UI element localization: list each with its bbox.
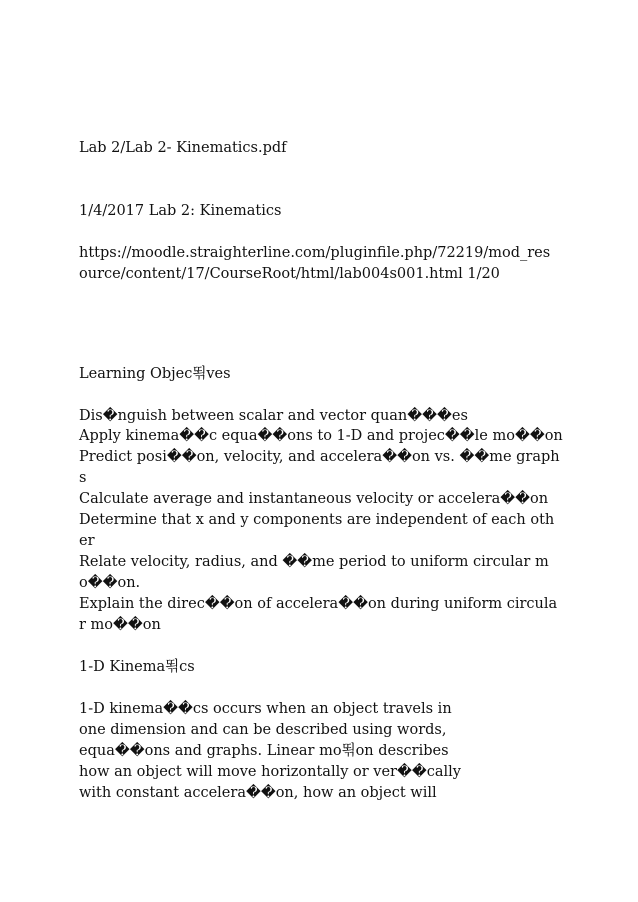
objective-line: Determine that x and y components are independent of each oth <box>79 512 555 528</box>
objective-line: Calculate average and instantaneous velocity or accelera��on <box>79 491 549 507</box>
objective-line: o��on. <box>79 575 141 591</box>
objective-line: Relate velocity, radius, and ��me period to uniform circular m <box>79 554 549 570</box>
document-title: Lab 2/Lab 2- Kinematics.pdf <box>79 140 287 156</box>
section-heading-1d-kinematics: 1-D Kinema뙦cs <box>79 659 195 675</box>
objective-line: Predict posi��on, velocity, and accelera��on vs. ��me graph <box>79 449 560 465</box>
objective-line: Dis�nguish between scalar and vector quan���es <box>79 408 468 424</box>
objective-line: er <box>79 533 95 549</box>
objective-line: Explain the direc��on of accelera��on during uniform circula <box>79 596 558 612</box>
header-date-title: 1/4/2017 Lab 2: Kinematics <box>79 203 282 219</box>
body-text-line: how an object will move horizontally or ver��cally <box>79 764 461 780</box>
objective-line: s <box>79 470 87 486</box>
body-text-line: with constant accelera��on, how an object will <box>79 785 437 801</box>
objective-line: r mo��on <box>79 617 161 633</box>
objective-line: Apply kinema��c equa��ons to 1-D and projec��le mo��on <box>79 428 563 444</box>
body-text-line: one dimension and can be described using words, <box>79 722 447 738</box>
body-text-line: 1-D kinema��cs occurs when an object travels in <box>79 701 452 717</box>
body-text-line: equa��ons and graphs. Linear mo뙦on describes <box>79 743 449 759</box>
section-heading-learning-objectives: Learning Objec뙦ves <box>79 366 231 382</box>
source-url-line-2: ource/content/17/CourseRoot/html/lab004s001.html 1/20 <box>79 266 500 282</box>
source-url-line-1: https://moodle.straighterline.com/pluginfile.php/72219/mod_res <box>79 245 551 261</box>
